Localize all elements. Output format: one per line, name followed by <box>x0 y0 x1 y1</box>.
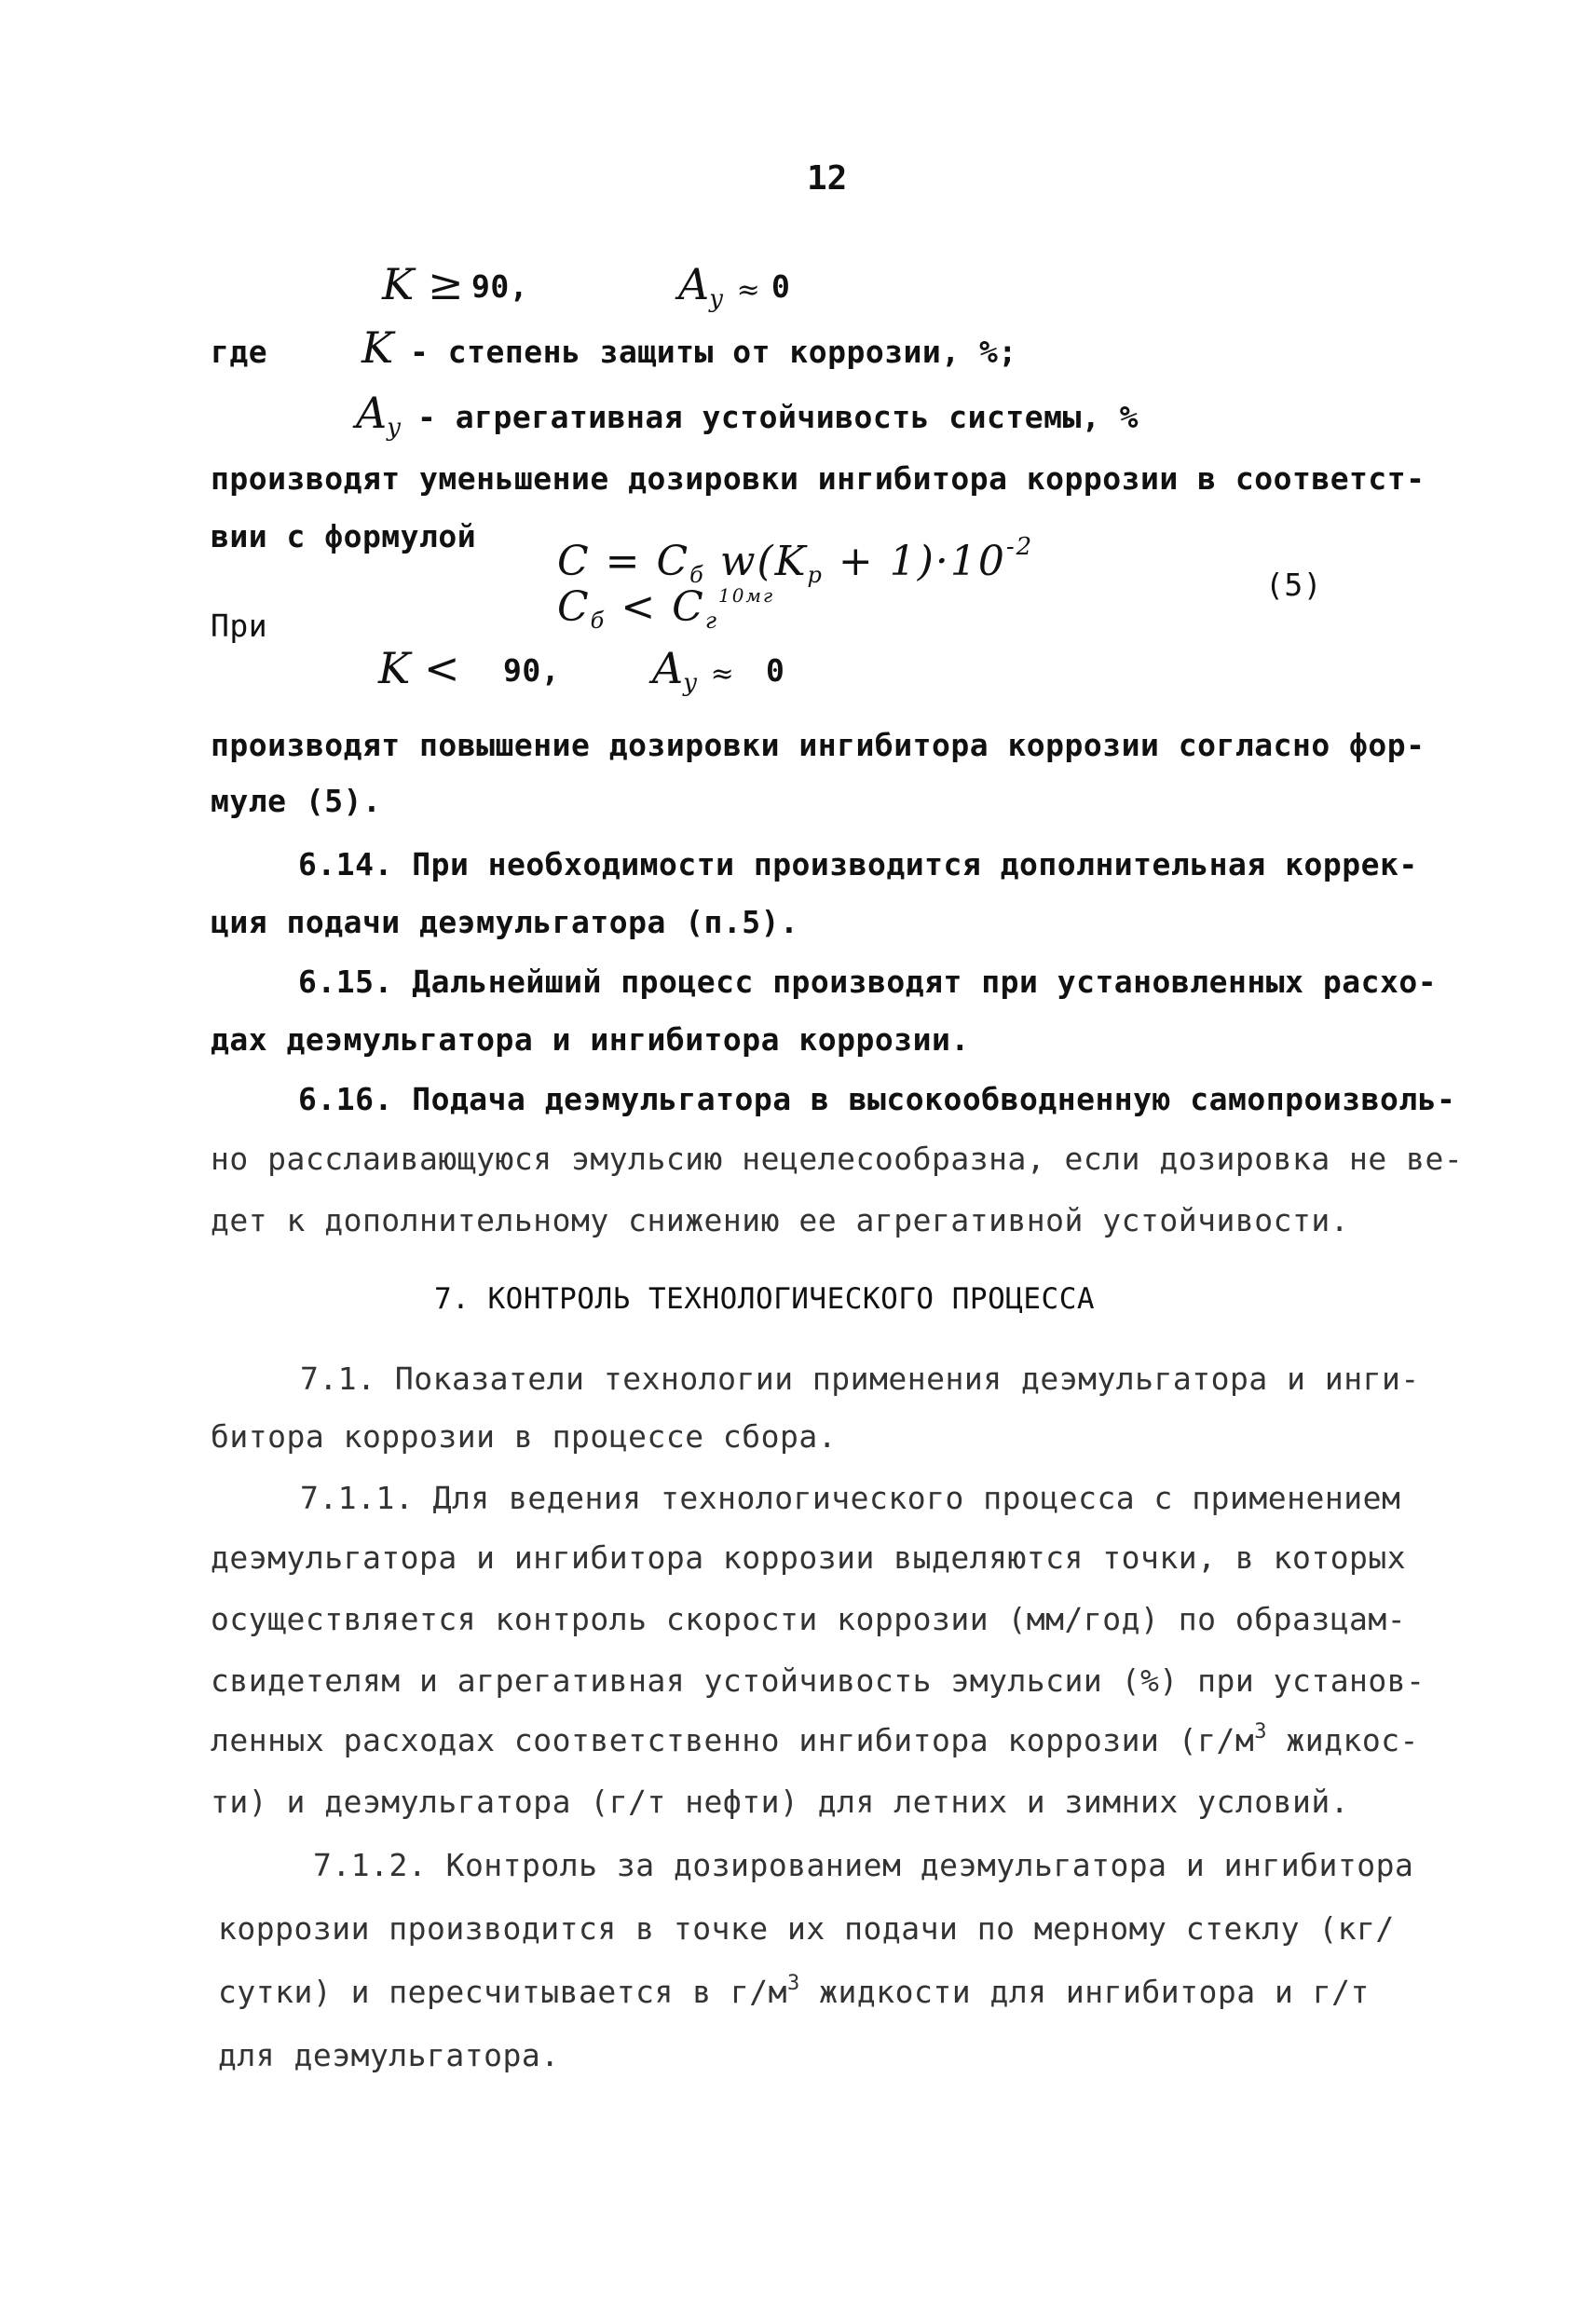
formula-line2 <box>557 570 774 646</box>
p712-line3 <box>218 1974 1370 2011</box>
cond2-ay-value: 0 <box>766 652 785 689</box>
formula-l1-sub2: p <box>807 562 824 588</box>
def-k-symbol: K <box>361 322 394 373</box>
p71-line1: 7.1. Показатели технологии применения деэмульгатора и инги- <box>300 1361 1420 1397</box>
p712-line3-a: сутки) и пересчитывается в г/м <box>218 1974 788 2010</box>
para-reduce-line1: производят уменьшение дозировки ингибитора коррозии в соответст- <box>211 460 1425 497</box>
p616-line2: но расслаивающуюся эмульсию нецелесообразна, если дозировка не ве- <box>211 1141 1464 1177</box>
def-ay-symbol: A <box>356 388 388 438</box>
cond1-ay-value: 0 <box>771 268 791 305</box>
p711-line5-b: жидкос- <box>1266 1722 1419 1758</box>
p615-line1: 6.15. Дальнейший процесс производят при установленных расхо- <box>298 964 1438 1000</box>
p71-line2: битора коррозии в процессе сбора. <box>211 1418 838 1455</box>
condition-1 <box>382 259 464 309</box>
p614-line1: 6.14. При необходимости производится дополнительная коррек- <box>298 846 1418 882</box>
formula-l1-mid: w(K <box>704 538 808 585</box>
cond1-ay-relation: ≈ <box>736 274 760 307</box>
cond1-k-value: 90, <box>471 268 529 305</box>
para-increase-line1: производят повышение дозировки ингибитора коррозии согласно фор- <box>211 727 1425 763</box>
p614-line2: ция подачи деэмульгатора (п.5). <box>211 904 799 940</box>
formula-l2-sup: 10мг <box>717 584 775 607</box>
p712-line3-sup: 3 <box>787 1972 800 1995</box>
p711-line4: свидетелям и агрегативная устойчивость эмульсии (%) при установ- <box>211 1662 1425 1699</box>
p712-line4: для деэмульгатора. <box>218 2037 560 2073</box>
def-ay-text: - агрегативная устойчивость системы, % <box>417 399 1139 435</box>
cond2-k-relation: < <box>424 643 460 693</box>
cond2-ay <box>652 643 734 708</box>
p615-line2: дах деэмульгатора и ингибитора коррозии. <box>211 1021 970 1058</box>
formula-number: (5) <box>1265 567 1323 603</box>
para-increase-line2: муле (5). <box>211 783 382 819</box>
condition-2 <box>378 643 460 693</box>
formula-l1-sub1: б <box>689 562 705 588</box>
cond1-k-relation: ≥ <box>428 259 464 309</box>
p712-line3-b: жидкости для ингибитора и г/т <box>799 1974 1370 2010</box>
def-k-text: - степень защиты от коррозии, %; <box>410 334 1017 370</box>
para-reduce-line2: вии с формулой <box>211 518 477 554</box>
formula-l2-main: C <box>557 583 591 631</box>
cond2-ay-sub: y <box>683 669 697 697</box>
section-7-title: 7. КОНТРОЛЬ ТЕХНОЛОГИЧЕСКОГО ПРОЦЕССА <box>434 1282 1096 1316</box>
p711-line3: осуществляется контроль скорости коррозии (мм/год) по образцам- <box>211 1601 1407 1637</box>
p711-line2: деэмульгатора и ингибитора коррозии выделяются точки, в которых <box>211 1539 1407 1576</box>
where-word: где <box>211 334 268 370</box>
formula-l2-sub2: г <box>704 608 718 634</box>
page-number: 12 <box>807 159 848 198</box>
cond1-ay-symbol: A <box>678 259 710 309</box>
cond2-ay-relation: ≈ <box>710 658 734 691</box>
cond2-k-symbol: K <box>378 643 411 693</box>
when-word: При <box>211 608 268 644</box>
cond1-ay-sub: y <box>709 285 723 313</box>
p616-line1: 6.16. Подача деэмульгатора в высокообводненную самопроизволь- <box>298 1081 1456 1117</box>
p711-line1: 7.1.1. Для ведения технологического процесса с применением <box>300 1480 1401 1516</box>
p711-line5-sup: 3 <box>1254 1720 1267 1744</box>
formula-l2-sub1: б <box>590 608 607 634</box>
formula-l1-end: + 1)·10 <box>823 538 1006 585</box>
cond2-ay-symbol: A <box>652 643 684 693</box>
cond1-k-symbol: K <box>382 259 415 309</box>
p712-line2: коррозии производится в точке их подачи по мерному стеклу (кг/ <box>218 1910 1395 1947</box>
p711-line5 <box>211 1722 1419 1759</box>
cond2-k-value: 90, <box>503 652 561 689</box>
p616-line3: дет к дополнительному снижению ее агрегативной устойчивости. <box>211 1202 1350 1238</box>
cond1-ay <box>678 259 760 324</box>
formula-l1-exp: -2 <box>1005 533 1034 561</box>
p712-line1: 7.1.2. Контроль за дозированием деэмульгатора и ингибитора <box>313 1847 1414 1883</box>
formula-l1-main: C = C <box>557 538 690 585</box>
p711-line6: ти) и деэмульгатора (г/т нефти) для летних и зимних условий. <box>211 1784 1350 1820</box>
def-ay-symbol-wrap <box>356 388 401 453</box>
def-ay-sub: y <box>387 414 401 442</box>
p711-line5-a: ленных расходах соответственно ингибитора коррозии (г/м <box>211 1722 1255 1758</box>
formula-l2-mid: < C <box>606 583 705 631</box>
